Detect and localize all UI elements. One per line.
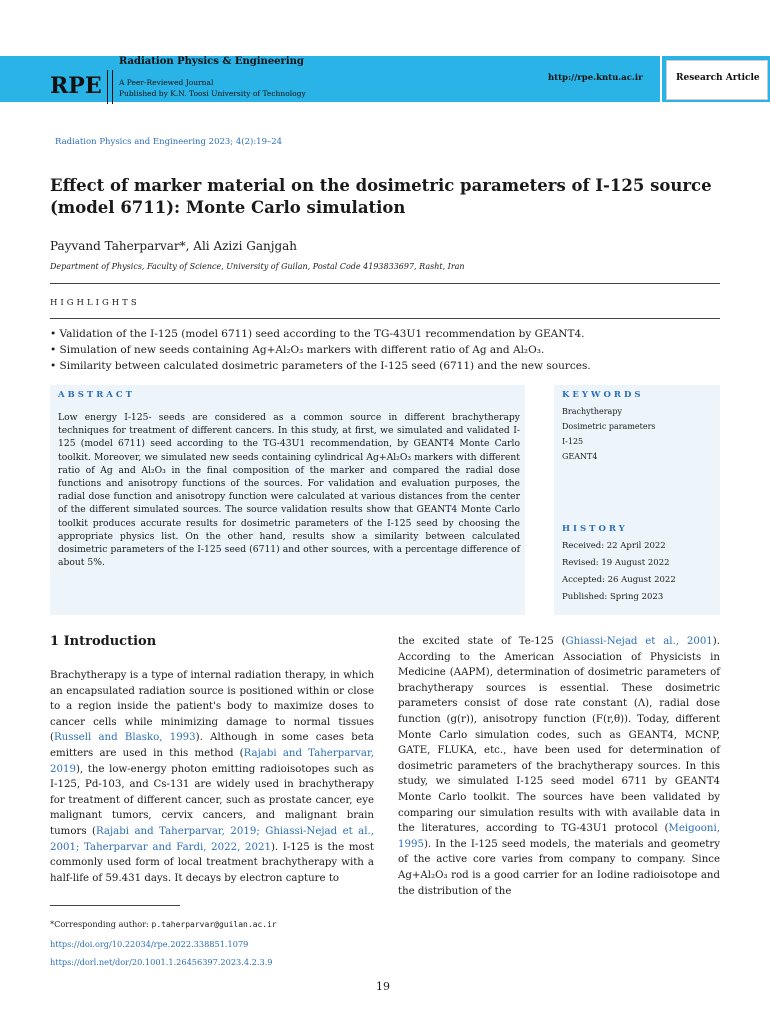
journal-publisher: Published by K.N. Toosi University of Technology (119, 89, 306, 98)
body-text: Brachytherapy is a type of internal radiation therapy, in which an encapsulated radiation source is positioned within or close to a region inside the patient's body to maximize doses to cancer cells while minimizing damage to normal tissues ( (50, 670, 374, 744)
body-text: ), the low-energy photon emitting radioisotopes such as I-125, Pd-103, and Cs-131 are widely used in brachytherapy for treatment of different cancer, such as prostate cancer, eye malignant tumors, cervix cancers, and malignant brain tumors ( (50, 763, 374, 837)
history-item: Received: 22 April 2022 (562, 541, 666, 551)
highlight-item: • Similarity between calculated dosimetric parameters of the I-125 seed (6711) and the new sources. (50, 360, 591, 372)
citation-link[interactable]: Rajabi and Taherparvar, 2019 (50, 747, 374, 775)
journal-subtitle: A Peer-Reviewed Journal (119, 78, 214, 87)
dor-link[interactable]: https://dorl.net/dor/20.1001.1.26456397.2023.4.2.3.9 (50, 957, 273, 967)
citation-link[interactable]: Meigooni, 1995 (398, 823, 720, 850)
body-text: ). Although in some cases beta emitters are used in this method ( (50, 732, 374, 759)
header-divider (660, 56, 662, 106)
section-heading: 1 Introduction (50, 634, 157, 649)
doi-link[interactable]: https://doi.org/10.22034/rpe.2022.338851.1079 (50, 939, 249, 949)
highlight-item: • Simulation of new seeds containing Ag+Al₂O₃ markers with different ratio of Ag and Al₂O₃. (50, 344, 545, 356)
citation-link[interactable]: Rajabi and Taherparvar, 2019; Ghiassi-Nejad et al., 2001; Taherparvar and Fardi, 2022, 2021 (50, 825, 374, 853)
body-text: ). According to the American Association of Physicists in Medicine (AAPM), determination of dosimetric parameters of brachytherapy sources is essential. These dosimetric parameters consist of dose rate constant (Λ), radial dose function (g(r)), anisotropy function (F(r,θ)). Today, different Monte Carlo simulation codes, such as GEANT4, MCNP, GATE, FLUKA, etc., have been used for determination of dosimetric parameters of the brachytherapy sources. In this study, we simulated I-125 seed model 6711 by GEANT4 Monte Carlo toolkit. The sources have been validated by comparing our simulation results with with available data in the literatures, according to TG-43U1 protocol ( (398, 636, 720, 835)
journal-header-band (0, 56, 770, 102)
article-type-label: Research Article (676, 73, 760, 83)
keyword-item: Brachytherapy (562, 407, 622, 416)
footnote-divider (50, 905, 180, 906)
logo-divider (107, 70, 113, 104)
intro-left-column (50, 668, 374, 886)
history-item: Accepted: 26 August 2022 (562, 575, 676, 585)
body-text: ). I-125 is the most commonly used form of local treatment brachytherapy with a half-life of 59.431 days. It decays by electron capture to (50, 841, 374, 884)
affiliation: Department of Physics, Faculty of Science, University of Guilan, Postal Code 4193833697, Rasht, Iran (50, 262, 465, 271)
journal-name: Radiation Physics & Engineering (119, 56, 304, 67)
author-list: Payvand Taherparvar*, Ali Azizi Ganjgah (50, 239, 298, 253)
highlight-item: • Validation of the I-125 (model 6711) seed according to the TG-43U1 recommendation by GEANT4. (50, 328, 585, 340)
journal-logo: RPE (50, 73, 102, 99)
history-heading: HISTORY (562, 524, 628, 534)
corresponding-author-note (50, 919, 277, 929)
highlights-heading: HIGHLIGHTS (50, 298, 140, 308)
keyword-item: I-125 (562, 437, 584, 446)
citation-link[interactable]: Russell and Blasko, 1993 (53, 732, 196, 744)
history-item: Revised: 19 August 2022 (562, 558, 670, 568)
keywords-heading: KEYWORDS (562, 390, 644, 400)
citation-line[interactable]: Radiation Physics and Engineering 2023; 4(2):19–24 (55, 137, 283, 147)
citation-link[interactable]: Ghiassi-Nejad et al., 2001 (565, 636, 713, 647)
footnote-label: *Corresponding author: (50, 919, 152, 929)
intro-right-column (398, 634, 720, 899)
keyword-item: Dosimetric parameters (562, 422, 656, 431)
keyword-item: GEANT4 (562, 452, 598, 461)
divider (50, 318, 720, 319)
body-text: ). In the I-125 seed models, the materials and geometry of the active core varies from company to company. Since Ag+Al₂O₃ rod is a good carrier for an Iodine radioisotope and the distribution of the (398, 838, 720, 897)
history-item: Published: Spring 2023 (562, 592, 664, 602)
journal-url-link[interactable]: http://rpe.kntu.ac.ir (548, 73, 643, 83)
author-email-link[interactable]: p.taherparvar@guilan.ac.ir (151, 920, 277, 929)
divider (50, 283, 720, 284)
abstract-text: Low energy I-125- seeds are considered as a common source in different brachytherapy techniques for treatment of different cancers. In this study, at first, we simulated and validated I-125 (model 6711) seed according to the TG-43U1 recommendation, by GEANT4 Monte Carlo toolkit. Moreover, we simulated new seeds containing cylindrical Ag+Al₂O₃ markers with different ratio of Ag and Al₂O₃ in the final composition of the marker and compared the radial dose functions and anisotropy functions of the sources. For validation and evaluation purposes, the radial dose function and anisotropy function were calculated at various distances from the center of the different simulated sources. The source validation results show that GEANT4 Monte Carlo toolkit produces accurate results for dosimetric parameters of the I-125 seed by choosing the appropriate physics list. On the other hand, results show a similarity between calculated dosimetric parameters of the I-125 seed (6711) and other sources, with a percentage difference of about 5%. (58, 412, 520, 569)
body-text: the excited state of Te-125 ( (398, 636, 566, 647)
paper-title: Effect of marker material on the dosimetric parameters of I-125 source (model 6711): Monte Carlo simulation (50, 176, 712, 217)
page-number: 19 (376, 980, 390, 993)
abstract-heading: ABSTRACT (58, 390, 135, 400)
